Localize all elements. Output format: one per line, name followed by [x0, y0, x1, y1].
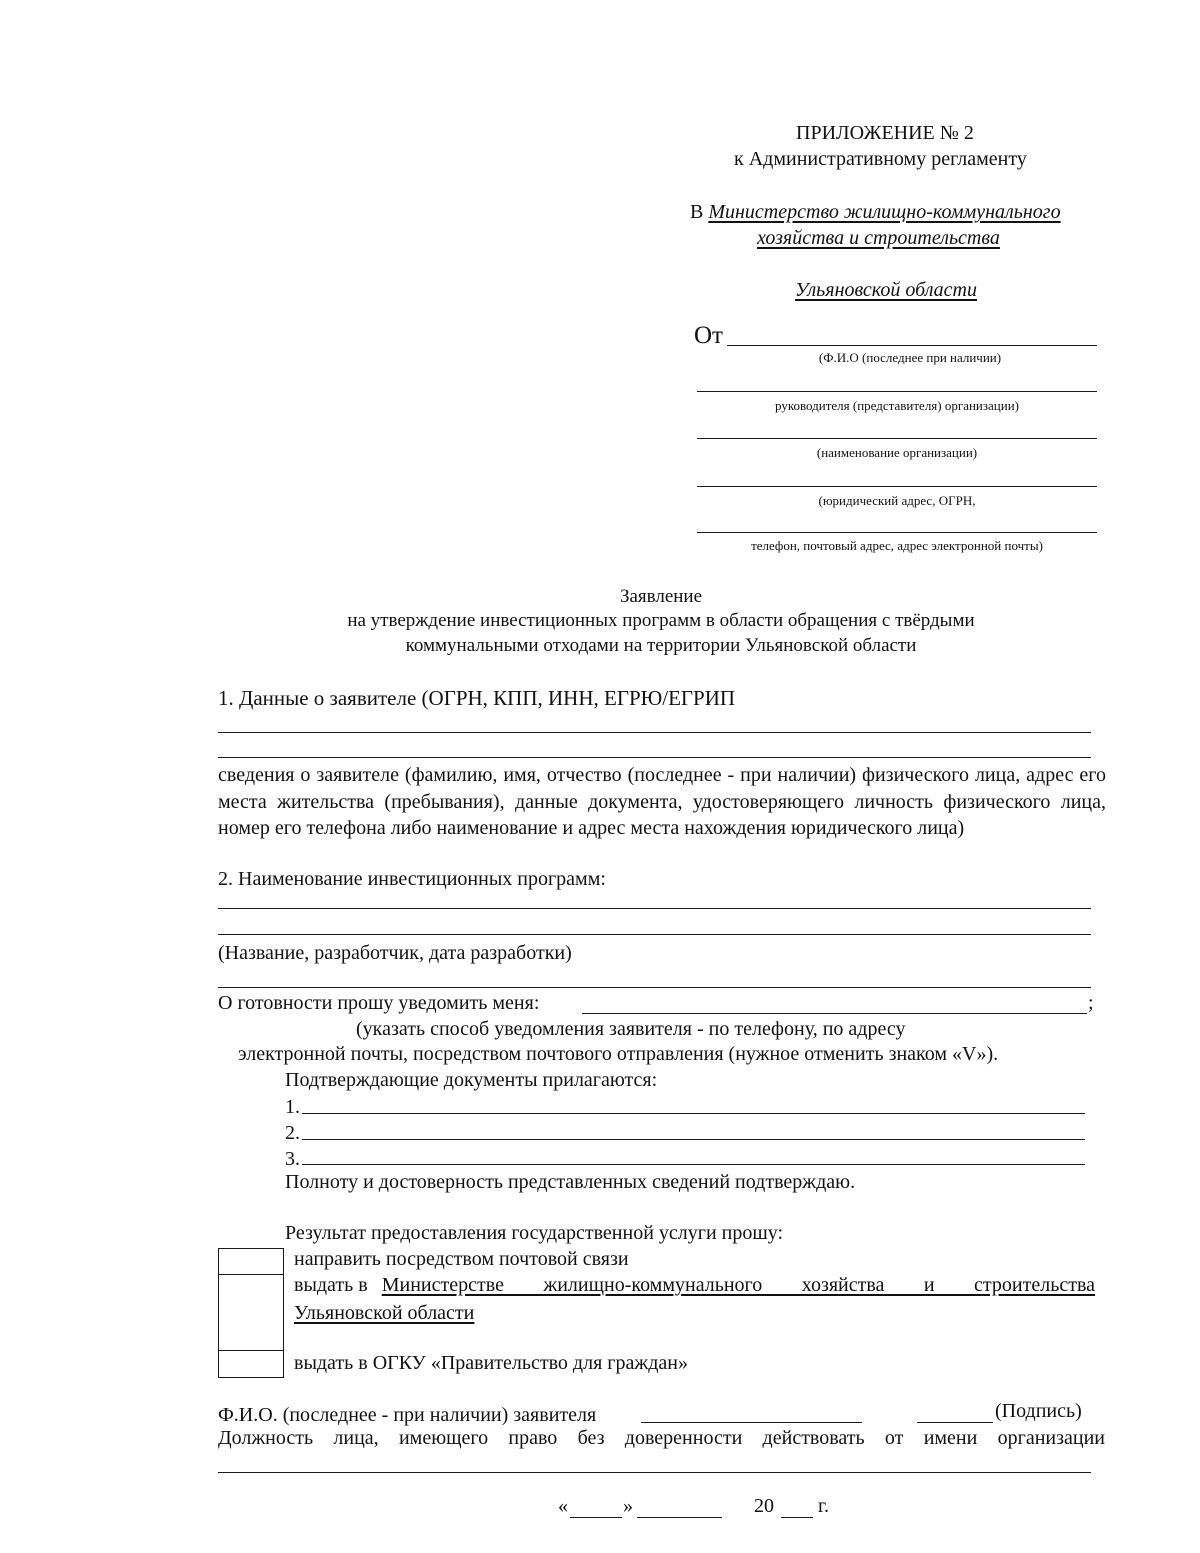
signature-fio-label: Ф.И.О. (последнее - при наличии) заявителя	[218, 1404, 597, 1426]
document-item-2-number: 2.	[285, 1122, 300, 1144]
notify-hint-1: (указать способ уведомления заявителя - по телефону, по адресу	[356, 1018, 906, 1040]
addressee-region: Ульяновской области	[795, 279, 977, 301]
documents-heading: Подтверждающие документы прилагаются:	[285, 1069, 658, 1091]
notify-label: О готовности прошу уведомить меня:	[218, 992, 540, 1014]
signature-position-line[interactable]	[218, 1472, 1091, 1473]
signature-position-row	[218, 1427, 1105, 1450]
notify-hint-2: электронной почты, посредством почтового отправления (нужное отменить знаком «V»).	[238, 1043, 999, 1065]
from-organization-line[interactable]	[697, 438, 1097, 439]
section-2-heading: 2. Наименование инвестиционных программ:	[218, 868, 606, 890]
document-item-2-line[interactable]	[302, 1139, 1085, 1140]
from-name-line[interactable]	[727, 345, 1097, 346]
date-year-line[interactable]	[781, 1517, 813, 1518]
notify-end-mark: ;	[1088, 992, 1094, 1014]
signature-fio-line[interactable]	[641, 1422, 862, 1423]
addressee-line-2: хозяйства и строительства	[757, 227, 1000, 249]
date-year-prefix: 20	[754, 1495, 774, 1517]
from-address-line[interactable]	[697, 486, 1097, 487]
document-item-1-line[interactable]	[302, 1113, 1085, 1114]
result-option-ministry-checkbox[interactable]	[218, 1274, 284, 1352]
from-label: От	[694, 322, 723, 349]
section-2-input-line-2[interactable]	[218, 934, 1091, 935]
from-contacts-line[interactable]	[697, 532, 1097, 533]
section-2-input-line-1[interactable]	[218, 908, 1091, 909]
date-day-line[interactable]	[570, 1517, 622, 1518]
document-item-3-number: 3.	[285, 1148, 300, 1170]
result-option-ministry-region: Ульяновской области	[294, 1302, 475, 1324]
addressee-ministry: Министерство жилищно-коммунального	[708, 201, 1061, 223]
date-month-line[interactable]	[637, 1517, 722, 1518]
document-title: Заявление	[619, 586, 703, 607]
appendix-subtitle: к Административному регламенту	[734, 148, 1027, 170]
signature-sign-line[interactable]	[917, 1422, 993, 1423]
from-caption-fio: (Ф.И.О (последнее при наличии)	[818, 350, 1002, 365]
signature-position-label: Должность лица, имеющего право без доверенности действовать от имени организации	[218, 1427, 1105, 1449]
result-option-ministry-name: Министерстве жилищно-коммунального хозяйства и строительства	[381, 1274, 1095, 1296]
document-title-line-3: коммунальными отходами на территории Ульяновской области	[405, 635, 917, 656]
from-representative-line[interactable]	[697, 391, 1097, 392]
section-1-heading: 1. Данные о заявителе (ОГРН, КПП, ИНН, ЕГРЮ/ЕГРИП	[218, 686, 736, 710]
document-title-line-2: на утверждение инвестиционных программ в области обращения с твёрдыми	[347, 610, 975, 631]
result-option-post-label: направить посредством почтовой связи	[294, 1248, 629, 1270]
from-caption-representative: руководителя (представителя) организации)	[775, 398, 1019, 413]
result-option-ministry-label	[294, 1274, 1095, 1297]
result-option-ministry-prefix: выдать в	[294, 1274, 368, 1296]
document-item-3-line[interactable]	[302, 1164, 1085, 1165]
section-2-caption: (Название, разработчик, дата разработки)	[218, 942, 572, 964]
documents-confirm: Полноту и достоверность представленных сведений подтверждаю.	[285, 1171, 856, 1193]
section-2-input-line-3[interactable]	[218, 987, 1091, 988]
from-caption-address: (юридический адрес, ОГРН,	[818, 493, 976, 508]
notify-input-line[interactable]	[582, 1013, 1087, 1014]
from-caption-organization: (наименование организации)	[816, 445, 978, 460]
date-close-quote: »	[623, 1495, 633, 1517]
appendix-title: ПРИЛОЖЕНИЕ № 2	[796, 122, 974, 144]
section-1-input-line-2[interactable]	[218, 757, 1091, 758]
document-item-1-number: 1.	[285, 1096, 300, 1118]
result-option-mfc-label: выдать в ОГКУ «Правительство для граждан»	[294, 1352, 688, 1374]
section-1-description: сведения о заявителе (фамилию, имя, отчество (последнее - при наличии) физического лица, адрес его места жительства (пребывания), данные документа, удостоверяющего личность физического лица, номер его телефона либо наименование и адрес места нахождения юридического лица)	[218, 764, 1106, 839]
addressee-prefix: В	[690, 201, 704, 223]
addressee-line-1	[690, 201, 1061, 224]
result-option-mfc-checkbox[interactable]	[218, 1350, 284, 1378]
result-option-post-checkbox[interactable]	[218, 1248, 284, 1276]
date-open-quote: «	[558, 1495, 568, 1517]
result-heading: Результат предоставления государственной услуги прошу:	[285, 1222, 784, 1244]
section-1-input-line-1[interactable]	[218, 732, 1091, 733]
signature-sign-label: (Подпись)	[995, 1400, 1082, 1422]
from-caption-contacts: телефон, почтовый адрес, адрес электронной почты)	[751, 538, 1043, 553]
date-year-suffix: г.	[818, 1495, 829, 1517]
